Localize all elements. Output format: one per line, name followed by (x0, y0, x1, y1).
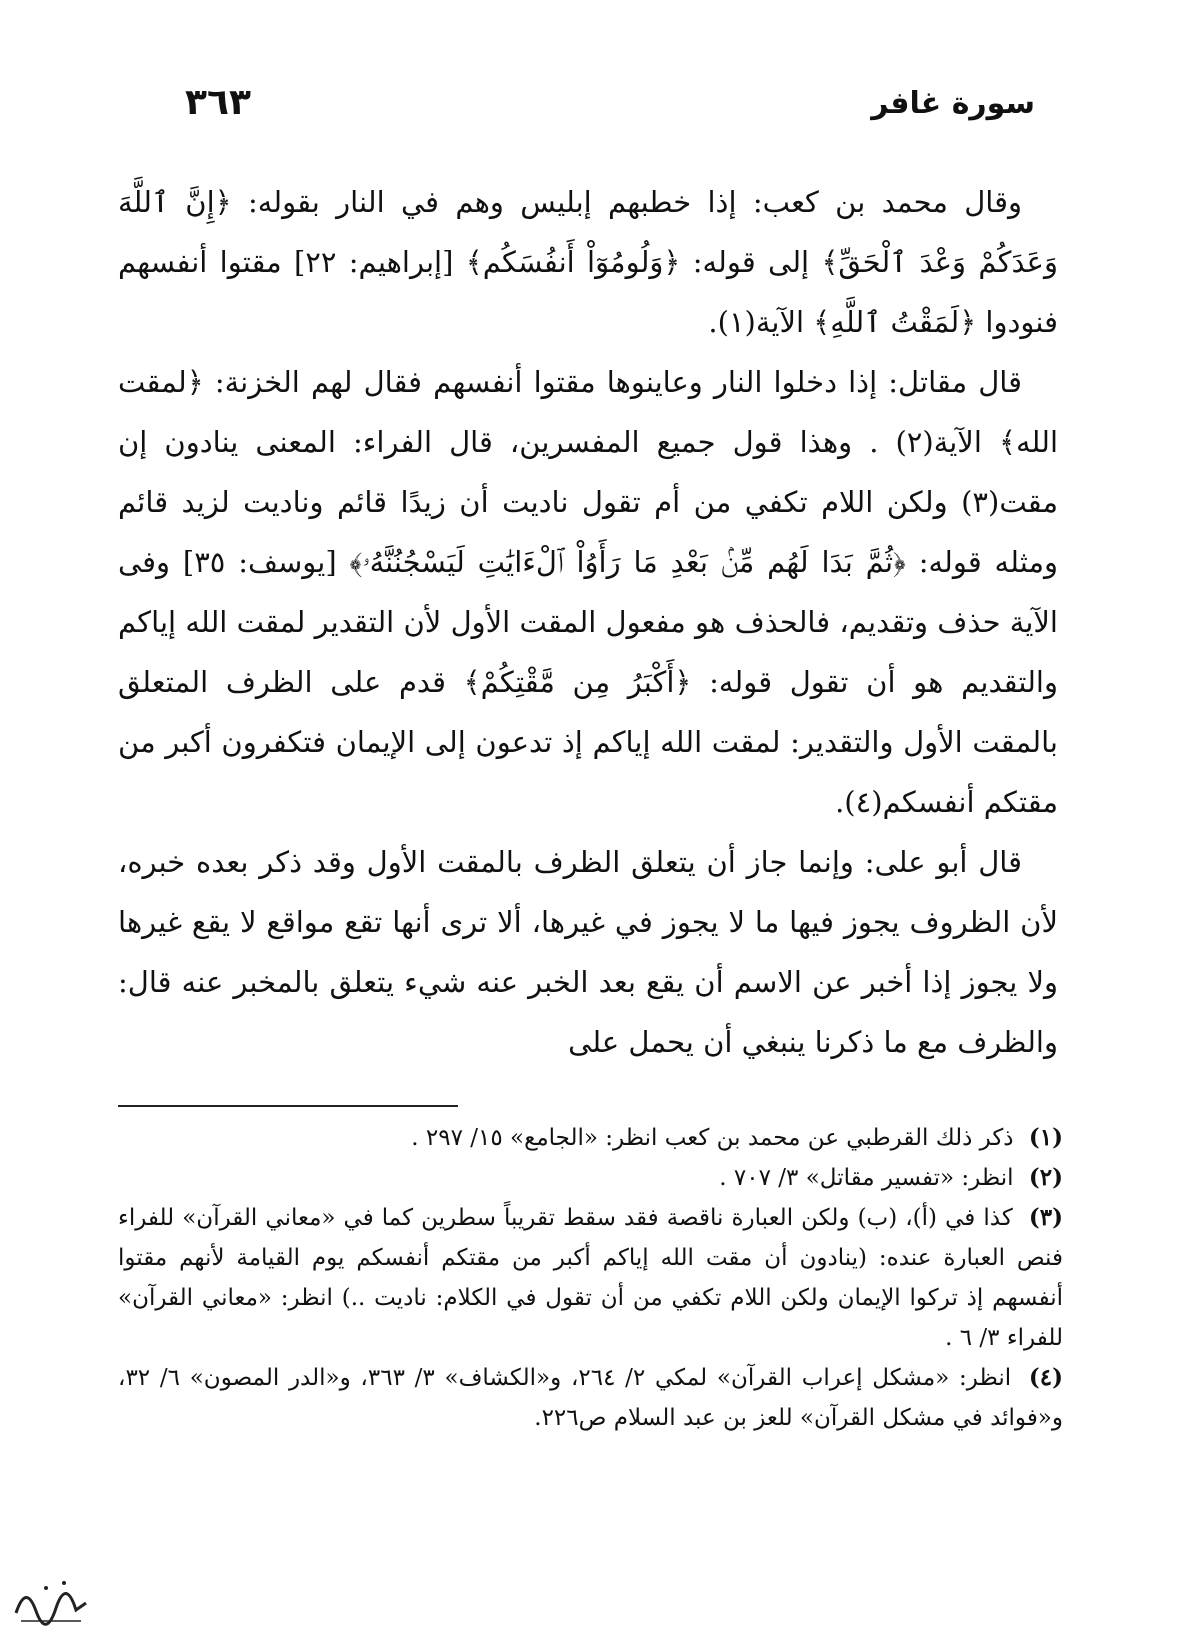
page-header (0, 62, 1185, 122)
publisher-logo (6, 1563, 94, 1635)
footnote-text: انظر: «مشكل إعراب القرآن» لمكي ٢/ ٢٦٤، و«الكشاف» ٣/ ٣٦٣، و«الدر المصون» ٦/ ٣٢، و«فوائد في مشكل القرآن» للعز بن عبد السلام ص٢٢٦. (118, 1365, 1063, 1431)
footnote (118, 1198, 1063, 1358)
page-number: ٣٦٣ (185, 82, 251, 123)
paragraph: قال أبو على: وإنما جاز أن يتعلق الظرف بالمقت الأول وقد ذكر بعده خبره، لأن الظروف يجوز فيها ما لا يجوز في غيرها، ألا ترى أنها تقع مواقع لا يقع غيرها ولا يجوز إذا أخبر عن الاسم أن يقع بعد الخبر عنه شيء يتعلق بالمخبر عنه قال: والظرف مع ما ذكرنا ينبغي أن يحمل على (118, 845, 1058, 1059)
footnote (118, 1358, 1063, 1438)
footnote-divider (118, 1105, 458, 1107)
footnote (118, 1158, 1063, 1198)
surah-title: سورة غافر (871, 86, 1035, 121)
footnote-text: انظر: «تفسير مقاتل» ٣/ ٧٠٧ . (719, 1165, 1014, 1191)
footnote (118, 1118, 1063, 1158)
footnote-number: (٣) (1028, 1204, 1063, 1231)
footnote-number: (٤) (1028, 1364, 1064, 1391)
paragraph: وقال محمد بن كعب: إذا خطبهم إبليس وهم في النار بقوله: ﴿إِنَّ ٱللَّهَ وَعَدَكُمْ وَعْدَ ٱلْحَقِّ﴾ إلى قوله: ﴿وَلُومُوٓاْ أَنفُسَكُم﴾ [إبراهيم: ٢٢] مقتوا أنفسهم فنودوا ﴿لَمَقْتُ ٱللَّهِ﴾ الآية(١). (118, 185, 1058, 339)
main-text (118, 172, 1058, 1072)
footnotes (118, 1118, 1063, 1438)
footnote-number: (١) (1028, 1124, 1063, 1151)
paragraph: قال مقاتل: إذا دخلوا النار وعاينوها مقتوا أنفسهم فقال لهم الخزنة: ﴿لمقت الله﴾ الآية(٢) . وهذا قول جميع المفسرين، قال الفراء: المعنى ينادون إن مقت(٣) ولكن اللام تكفي من أم تقول ناديت أن زيدًا قائم وناديت لزيد قائم ومثله قوله: ﴿ثُمَّ بَدَا لَهُم مِّنۢ بَعْدِ مَا رَأَوُاْ ٱلْءَايَٰتِ لَيَسْجُنُنَّهُۥ﴾ [يوسف: ٣٥] وفى الآية حذف وتقديم، فالحذف هو مفعول المقت الأول لأن التقدير لمقت الله إياكم والتقديم هو أن تقول قوله: ﴿أَكْبَرُ مِن مَّقْتِكُمْ﴾ قدم على الظرف المتعلق بالمقت الأول والتقدير: لمقت الله إياكم إذ تدعون إلى الإيمان فتكفرون أكبر من مقتكم أنفسكم(٤). (118, 365, 1058, 819)
footnote-text: كذا في (أ)، (ب) ولكن العبارة ناقصة فقد سقط تقريباً سطرين كما في «معاني القرآن» للفراء فنص العبارة عنده: (ينادون أن مقت الله إياكم أكبر من مقتكم أنفسكم يوم القيامة لأنهم مقتوا أنفسهم إذ تركوا الإيمان ولكن اللام تكفي من أن تقول في الكلام: ناديت ..) انظر: «معاني القرآن» للفراء ٣/ ٦ . (118, 1205, 1063, 1351)
footnote-number: (٢) (1028, 1164, 1063, 1191)
footnote-text: ذكر ذلك القرطبي عن محمد بن كعب انظر: «الجامع» ١٥/ ٢٩٧ . (411, 1125, 1014, 1151)
